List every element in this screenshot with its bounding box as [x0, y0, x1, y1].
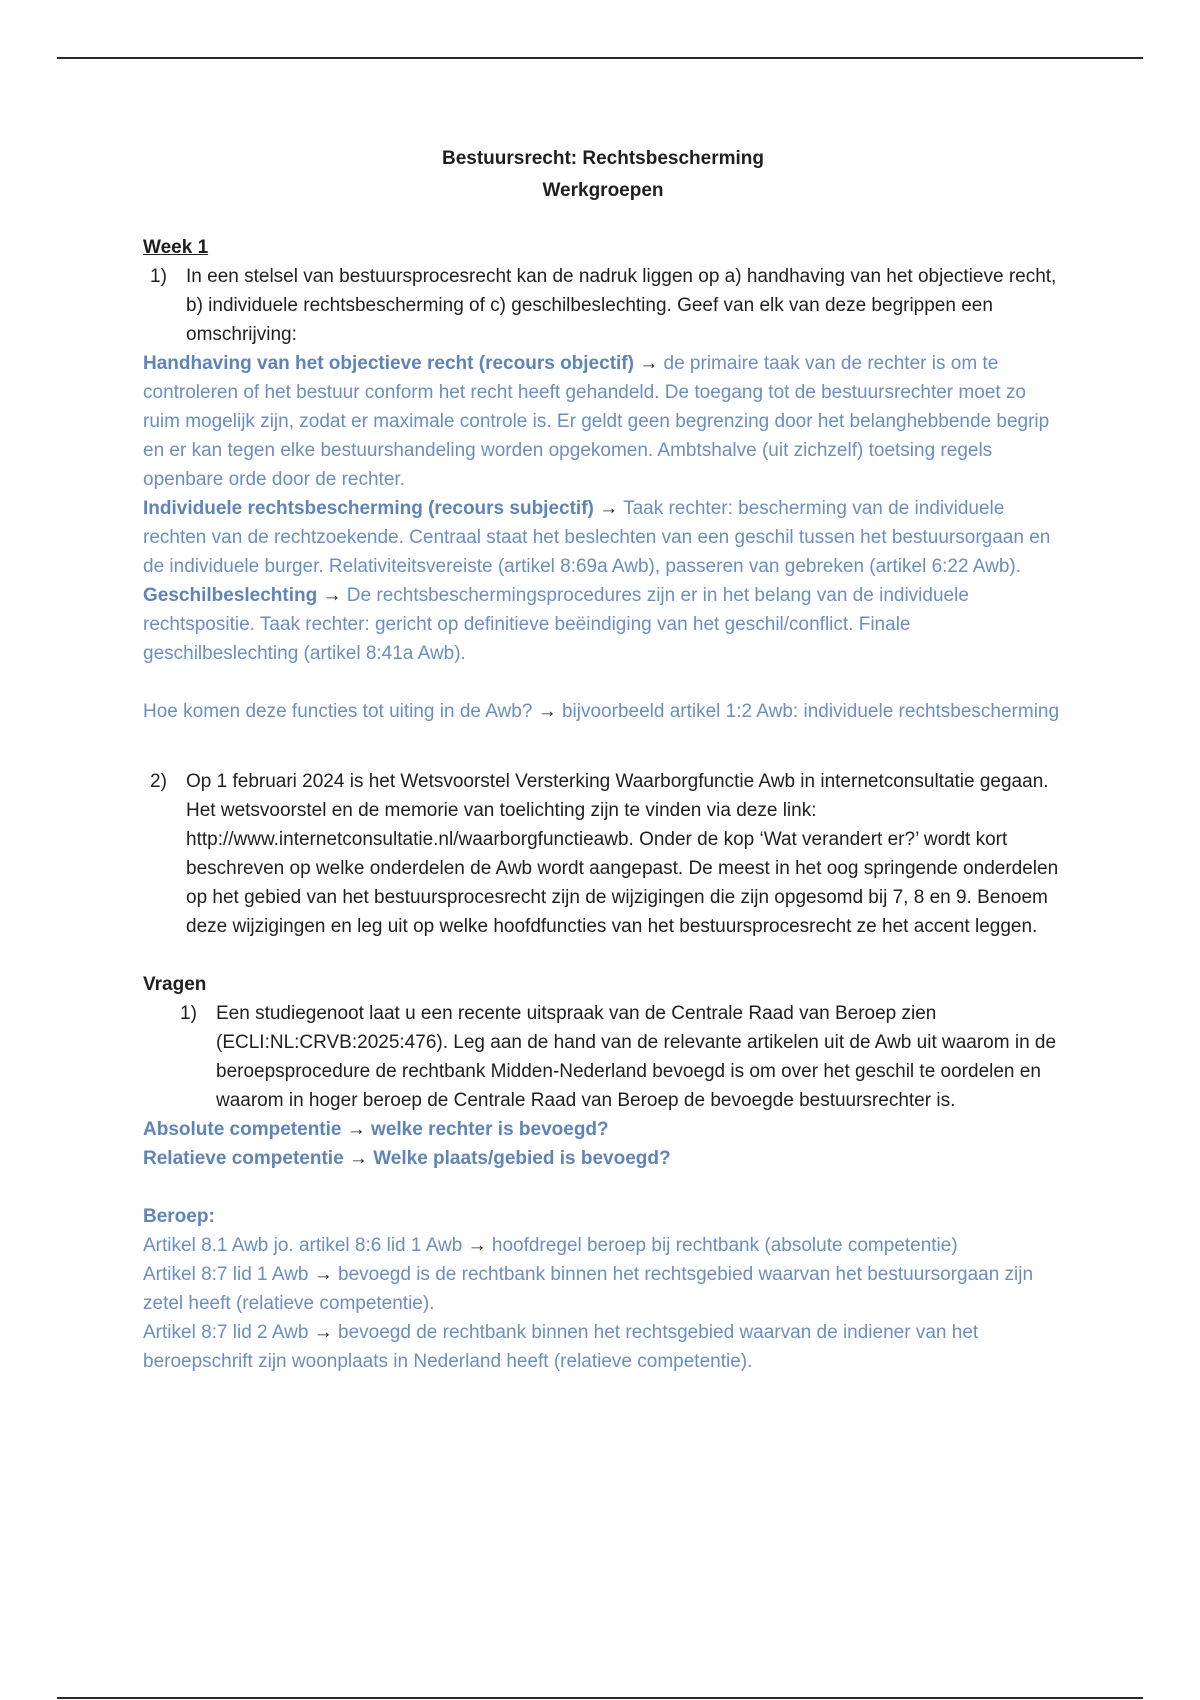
- week-heading: Week 1: [143, 237, 209, 258]
- beroep-text: bevoegd de rechtbank binnen het rechtsgebied waarvan de indiener van het beroepschrift zijn woonplaats in Nederland heeft (relatieve competentie).: [143, 1322, 979, 1372]
- arrow-icon: →: [322, 585, 342, 606]
- question-number: 2): [150, 771, 167, 792]
- doc-subtitle: Werkgroepen: [542, 180, 664, 201]
- beroep-item: [143, 1318, 1063, 1376]
- bottom-rule: [57, 1697, 1143, 1699]
- answer-geschilbeslechting: [143, 581, 1063, 668]
- answer-term: Handhaving van het objectieve recht (recours objectif): [143, 353, 634, 374]
- relatieve-competentie: [143, 1144, 1063, 1173]
- question-number: 1): [180, 1003, 197, 1024]
- answer-text: De rechtsbeschermingsprocedures zijn er in het belang van de individuele rechtspositie. Taak rechter: gericht op definitieve beëindiging van het geschil/conflict. Finale geschilbeslechting (artikel 8:41a Awb).: [143, 585, 969, 664]
- beroep-ref: Artikel 8.1 Awb jo. artikel 8:6 lid 1 Awb: [143, 1235, 463, 1256]
- question-text: In een stelsel van bestuursprocesrecht kan de nadruk liggen op a) handhaving van het objectieve recht, b) individuele rechtsbescherming of c) geschilbeslechting. Geef van elk van deze begrippen een omschrijving:: [186, 266, 1057, 345]
- answer-subjectief: [143, 494, 1063, 581]
- answer-term: Geschilbeslechting: [143, 585, 318, 606]
- competentie-term: Absolute competentie: [143, 1119, 342, 1140]
- competentie-text: Welke plaats/gebied is bevoegd?: [373, 1148, 671, 1169]
- arrow-icon: →: [639, 353, 659, 374]
- arrow-icon: →: [599, 498, 619, 519]
- arrow-icon: →: [348, 1148, 368, 1169]
- absolute-competentie: [143, 1115, 1063, 1144]
- document-page: [143, 143, 1063, 1376]
- beroep-ref: Artikel 8:7 lid 1 Awb: [143, 1264, 309, 1285]
- question-2: [143, 767, 1063, 941]
- answer-objectief: [143, 349, 1063, 494]
- answer-text: de primaire taak van de rechter is om te controleren of het bestuur conform het recht heeft gehandeld. De toegang tot de bestuursrechter moet zo ruim mogelijk zijn, zodat er maximale controle is. Er geldt geen begrenzing door het belanghebbende begrip en er kan tegen elke bestuurshandeling worden opgekomen. Ambtshalve (uit zichzelf) toetsing regels openbare orde door de rechter.: [143, 353, 1050, 490]
- arrow-icon: →: [346, 1119, 366, 1140]
- beroep-item: [143, 1231, 1063, 1260]
- beroep-text: bevoegd is de rechtbank binnen het rechtsgebied waarvan het bestuursorgaan zijn zetel heeft (relatieve competentie).: [143, 1264, 1034, 1314]
- beroep-ref: Artikel 8:7 lid 2 Awb: [143, 1322, 309, 1343]
- beroep-heading: Beroep:: [143, 1206, 215, 1227]
- answer-text: Taak rechter: bescherming van de individuele rechten van de rechtzoekende. Centraal staat het beslechten van een geschil tussen het bestuursorgaan en de individuele burger. Relativiteitsvereiste (artikel 8:69a Awb), passeren van gebreken (artikel 6:22 Awb).: [143, 498, 1051, 577]
- competentie-term: Relatieve competentie: [143, 1148, 344, 1169]
- question-text: Op 1 februari 2024 is het Wetsvoorstel Versterking Waarborgfunctie Awb in internetconsultatie gegaan. Het wetsvoorstel en de memorie van toelichting zijn te vinden via deze link: http://www.internetconsultatie.nl/waarborgfunctieawb. Onder de kop ‘Wat verandert er?’ wordt kort beschreven op welke onderdelen de Awb wordt aangepast. De meest in het oog springende onderdelen op het gebied van het bestuursprocesrecht zijn de wijzigingen die zijn opgesomd bij 7, 8 en 9. Benoem deze wijzigingen en leg uit op welke hoofdfuncties van het bestuursprocesrecht ze het accent leggen.: [186, 771, 1059, 937]
- arrow-icon: →: [537, 701, 557, 722]
- awb-answer-text: bijvoorbeeld artikel 1:2 Awb: individuele rechtsbescherming: [561, 701, 1060, 722]
- answer-term: Individuele rechtsbescherming (recours subjectif): [143, 498, 594, 519]
- competentie-text: welke rechter is bevoegd?: [371, 1119, 609, 1140]
- arrow-icon: →: [467, 1235, 487, 1256]
- question-text: Een studiegenoot laat u een recente uitspraak van de Centrale Raad van Beroep zien (ECLI:NL:CRVB:2025:476). Leg aan de hand van de relevante artikelen uit de Awb uit waarom in de beroepsprocedure de rechtbank Midden-Nederland bevoegd is om over het geschil te oordelen en waarom in hoger beroep de Centrale Raad van Beroep de bevoegde bestuursrechter is.: [216, 1003, 1057, 1111]
- top-rule: [57, 57, 1143, 59]
- arrow-icon: →: [313, 1322, 333, 1343]
- question-1: [143, 262, 1063, 349]
- beroep-text: hoofdregel beroep bij rechtbank (absolute competentie): [491, 1235, 958, 1256]
- beroep-item: [143, 1260, 1063, 1318]
- arrow-icon: →: [313, 1264, 333, 1285]
- doc-title: Bestuursrecht: Rechtsbescherming: [441, 148, 765, 169]
- awb-question-text: Hoe komen deze functies tot uiting in de Awb?: [143, 701, 533, 722]
- vragen-question-1: [143, 999, 1063, 1115]
- awb-question: [143, 697, 1063, 726]
- question-number: 1): [150, 266, 167, 287]
- vragen-heading: Vragen: [143, 974, 207, 995]
